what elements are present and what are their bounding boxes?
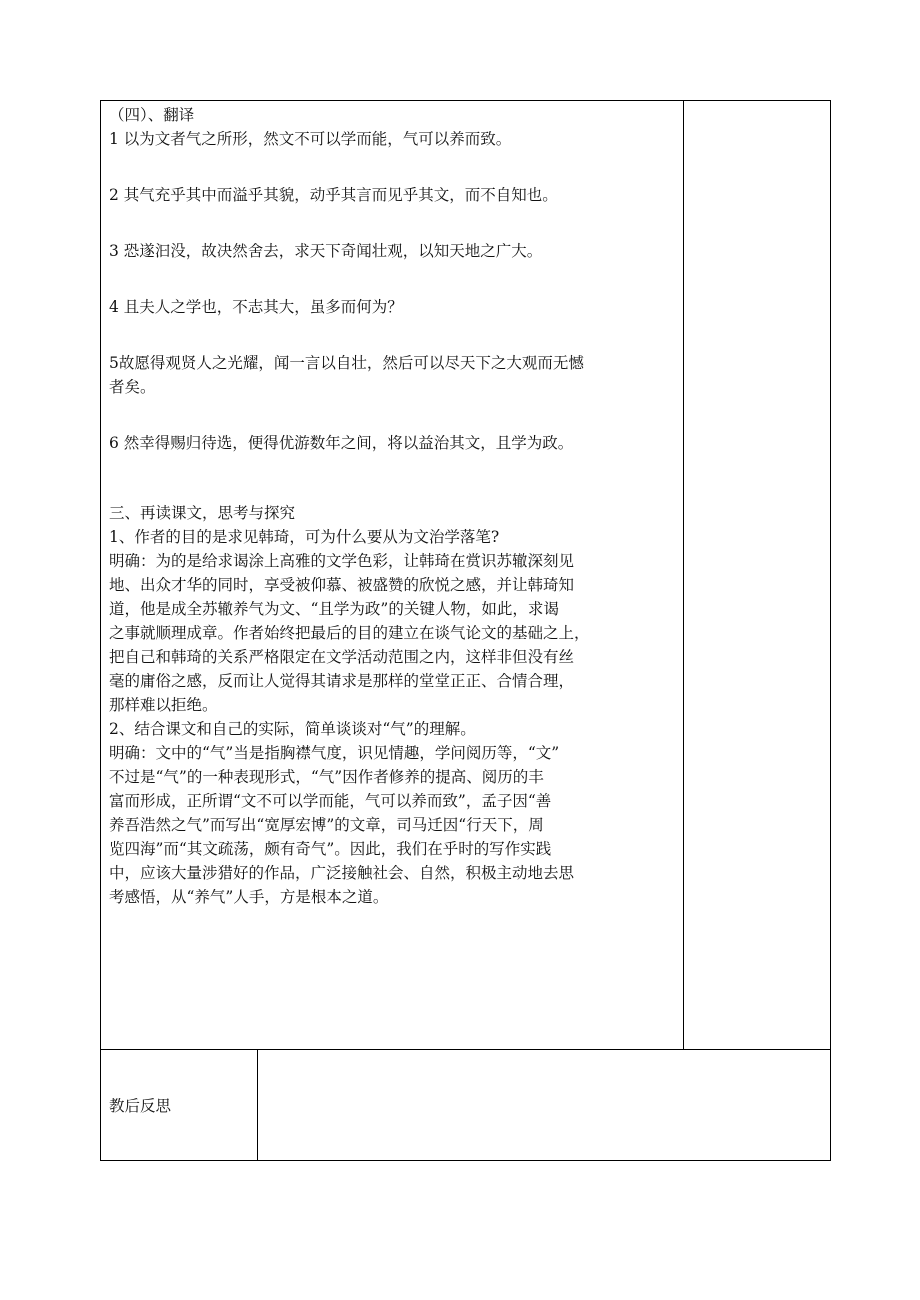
answer-1 [109,549,679,717]
answer-2-line: 中，应该大量涉猎好的作品，广泛接触社会、自然，积极主动地去思 [109,864,575,882]
answer-2-line: 富而形成，正所谓“文不可以学而能，气可以养而致”，孟子因“善 [109,792,552,810]
answer-1-line: 之事就顺理成章。作者始终把最后的目的建立在谈气论文的基础之上， [109,624,590,642]
answer-2 [109,741,679,909]
translation-item-5-line-1: 5故愿得观贤人之光耀，闻一言以自壮，然后可以尽天下之大观而无憾 [109,354,584,372]
answer-2-line: 览四海”而“其文疏荡，颇有奇气”。因此，我们在乎时的写作实践 [109,840,552,858]
answer-1-line: 毫的庸俗之感，反而让人觉得其请求是那样的堂堂正正、合情合理， [109,672,575,690]
answer-2-line: 养吾浩然之气”而写出“宽厚宏博”的文章，司马迁因“行天下，周 [109,816,544,834]
post-lesson-reflection-label: 教后反思 [109,1097,172,1115]
translation-item-3: 3 恐遂汩没，故决然舍去，求天下奇闻壮观，以知天地之广大。 [109,242,543,260]
section-title-translation: （四）、翻译 [109,106,195,124]
lesson-table-reflection-row [100,1049,831,1161]
translation-item-6: 6 然幸得赐归待选，便得优游数年之间，将以益治其文，且学为政。 [109,434,574,452]
answer-1-line: 明确：为的是给求谒涂上高雅的文学色彩，让韩琦在赏识苏辙深刻见 [109,552,575,570]
section-title-explore: 三、再读课文，思考与探究 [109,504,296,522]
answer-2-line: 不过是“气”的一种表现形式，“气”因作者修养的提高、阅历的丰 [109,768,544,786]
answer-1-line: 地、出众才华的同时，享受被仰慕、被盛赞的欣悦之感，并让韩琦知 [109,576,575,594]
translation-item-5-line-2: 者矣。 [109,378,156,396]
lesson-table-reflection-divider [257,1049,258,1161]
answer-1-line: 把自己和韩琦的关系严格限定在文学活动范围之内，这样非但没有丝 [109,648,575,666]
question-2: 2、结合课文和自己的实际，简单谈谈对“气”的理解。 [109,720,476,738]
answer-1-line: 道，他是成全苏辙养气为文、“且学为政”的关键人物，如此，求谒 [109,600,559,618]
translation-item-4: 4 且夫人之学也，不志其大，虽多而何为？ [109,298,403,316]
translation-item-2: 2 其气充乎其中而溢乎其貌，动乎其言而见乎其文，而不自知也。 [109,186,558,204]
question-1: 1、作者的目的是求见韩琦，可为什么要从为文治学落笔? [109,528,500,546]
lesson-table-right-column-divider [683,100,684,1050]
answer-2-line: 考感悟，从“养气”人手，方是根本之道。 [109,888,389,906]
lesson-content [109,103,679,909]
translation-item-1: 1 以为文者气之所形，然文不可以学而能，气可以养而致。 [109,130,512,148]
answer-1-line: 那样难以拒绝。 [109,696,218,714]
answer-2-line: 明确：文中的“气”当是指胸襟气度，识见情趣，学问阅历等，“文” [109,744,560,762]
